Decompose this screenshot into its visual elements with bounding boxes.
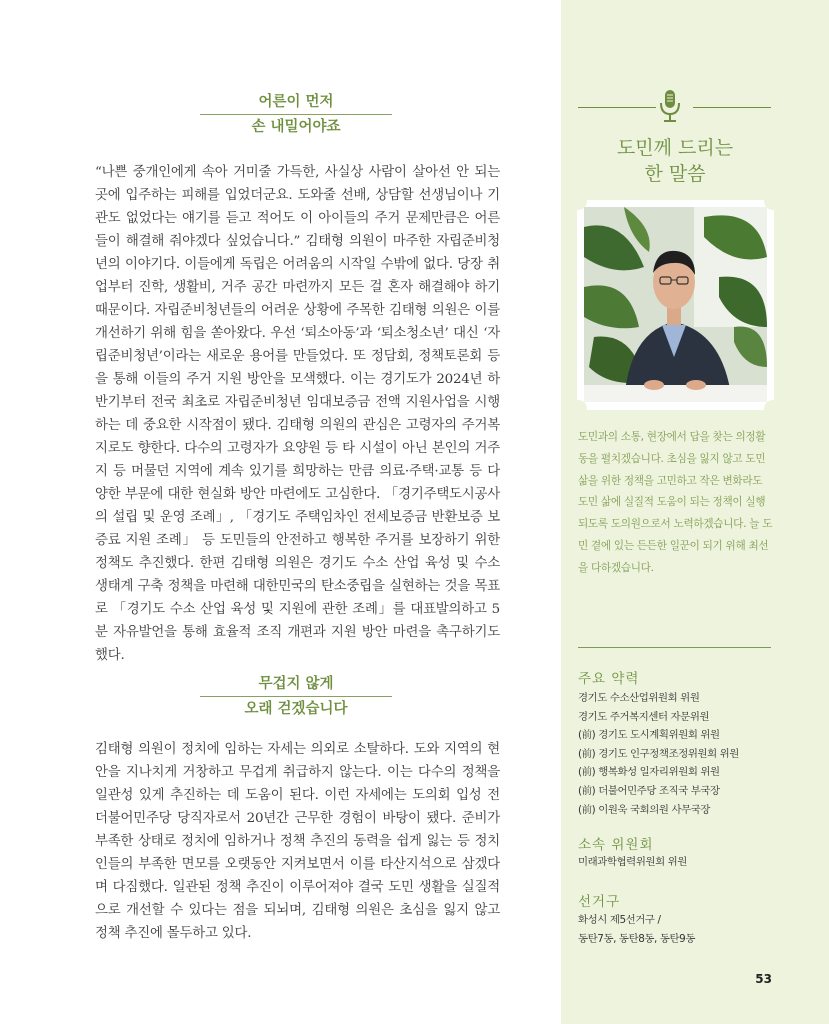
section1-heading-line1: 어른이 먼저 [258, 94, 334, 110]
section2-heading-line1: 무겁지 않게 [258, 676, 334, 692]
microphone-icon [655, 88, 685, 124]
committee-item: 미래과학협력위원회 위원 [578, 856, 687, 868]
district-line: 화성시 제5선거구 / [578, 914, 661, 926]
district-list [578, 911, 773, 948]
career-item: (前) 경기도 도시계획위원회 위원 [578, 729, 720, 742]
committee-list [578, 853, 773, 872]
councillor-photo [584, 207, 767, 402]
career-item: (前) 경기도 인구정책조정위원회 위원 [578, 747, 739, 760]
section1-body: “나쁜 중개인에게 속아 거미줄 가득한, 사실상 사람이 살아선 안 되는 곳에 입주하는 피해를 입었더군요. 도와줄 선배, 상담할 선생님이나 기관도 없었다는 얘기를 듣고 적어도 이 아이들의 주거 문제만큼은 어른들이 해결해 줘야겠다 싶었습니다.” 김태형 의원이 마주한 자립준비청년의 이야기다. 이들에게 독립은 어려움의 시작일 수밖에 없다. 당장 취업부터 진학, 생활비, 거주 공간 마련까지 모든 걸 혼자 해결해야 하기 때문이다. 자립준비청년들의 어려운 상황에 주목한 김태형 의원은 이를 개선하기 위해 힘을 쏟아왔다. 우선 ‘퇴소아동’과 ‘퇴소청소년’ 대신 ‘자립준비청년’이라는 새로운 용어를 만들었다. 또 정담회, 정책토론회 등을 통해 이들의 주거 지원 방안을 모색했다. 이는 경기도가 2024년 하반기부터 전국 최초로 자립준비청년 임대보증금 전액 지원사업을 시행하는 데 중요한 시작점이 됐다. 김태형 의원의 관심은 고령자의 주거복지로도 향한다. 다수의 고령자가 요양원 등 타 시설이 아닌 본인의 거주지 등 머물던 지역에 계속 있기를 희망하는 만큼 의료·주택·교통 등 다양한 부문에 대한 현실화 방안 마련에도 고심한다. 「경기주택도시공사의 설립 및 운영 조례」, 「경기도 주택임차인 전세보증금 반환보증 보증료 지원 조례」 등 도민들의 안전하고 행복한 주거를 보장하기 위한 정책도 추진했다. 한편 김태형 의원은 경기도 수소 산업 육성 및 수소 생태계 구축 정책을 마련해 대한민국의 탄소중립을 실현하는 것을 목표로 「경기도 수소 산업 육성 및 지원에 관한 조례」를 대표발의하고 5분 자유발언을 통해 효율적 조직 개편과 지원 방안 마련을 촉구하기도 했다. [95, 165, 500, 663]
career-item: (前) 이원욱 국회의원 사무국장 [578, 803, 711, 816]
section1-heading [200, 92, 392, 139]
career-item: (前) 더불어민주당 조직국 부국장 [578, 784, 720, 797]
sidebar-title [580, 135, 770, 187]
mic-right-rule [693, 107, 771, 108]
section2-heading-line2: 오래 걷겠습니다 [244, 701, 348, 717]
career-list [578, 689, 773, 819]
section2-body: 김태형 의원이 정치에 임하는 자세는 의외로 소탈하다. 도와 지역의 현안을 지나치게 거창하고 무겁게 취급하지 않는다. 이는 다수의 정책을 일관성 있게 추진하는 데 도움이 된다. 이런 자세에는 도의회 입성 전 더불어민주당 당직자로서 20년간 근무한 경험이 바탕이 됐다. 준비가 부족한 상태로 정치에 임하거나 정책 추진의 동력을 쉽게 잃는 등 정치인들의 부족한 면모를 오랫동안 지켜보면서 이를 타산지석으로 삼겠다며 다짐했다. 일관된 정책 추진이 이루어져야 결국 도민 생활을 실질적으로 개선할 수 있다는 점을 되뇌며, 김태형 의원은 초심을 잃지 않고 정책 추진에 몰두하고 있다. [95, 742, 500, 941]
councillor-portrait-image [584, 207, 767, 402]
committee-heading: 소속 위원회 [578, 837, 654, 853]
sidebar-title-line1: 도민께 드리는 [616, 137, 734, 159]
section1-heading-line2: 손 내밀어야죠 [251, 119, 341, 135]
career-item: 경기도 수소산업위원회 위원 [578, 692, 700, 704]
district-line: 동탄7동, 동탄8동, 동탄9동 [578, 932, 695, 945]
sidebar-title-line2: 한 말씀 [644, 163, 706, 185]
sidebar-quote: 도민과의 소통, 현장에서 답을 찾는 의정활동을 펼치겠습니다. 초심을 잃지 않고 도민 삶을 위한 정책을 고민하고 작은 변화라도 도민 삶에 실질적 도움이 되는 정책이 실행되도록 도의원으로서 노력하겠습니다. 늘 도민 곁에 있는 든든한 일꾼이 되기 위해 최선을 다하겠습니다. [578, 431, 773, 574]
sidebar-divider [578, 647, 771, 648]
section2-heading [200, 674, 392, 721]
mic-left-rule [578, 107, 656, 108]
career-item: (前) 행복화성 일자리위원회 위원 [578, 766, 720, 779]
section1-heading-rule [200, 114, 392, 115]
page-number: 53 [755, 972, 772, 986]
section2-heading-rule [200, 696, 392, 697]
career-heading: 주요 약력 [578, 671, 640, 687]
district-heading: 선거구 [578, 894, 621, 910]
career-item: 경기도 주거복지센터 자문위원 [578, 710, 710, 723]
